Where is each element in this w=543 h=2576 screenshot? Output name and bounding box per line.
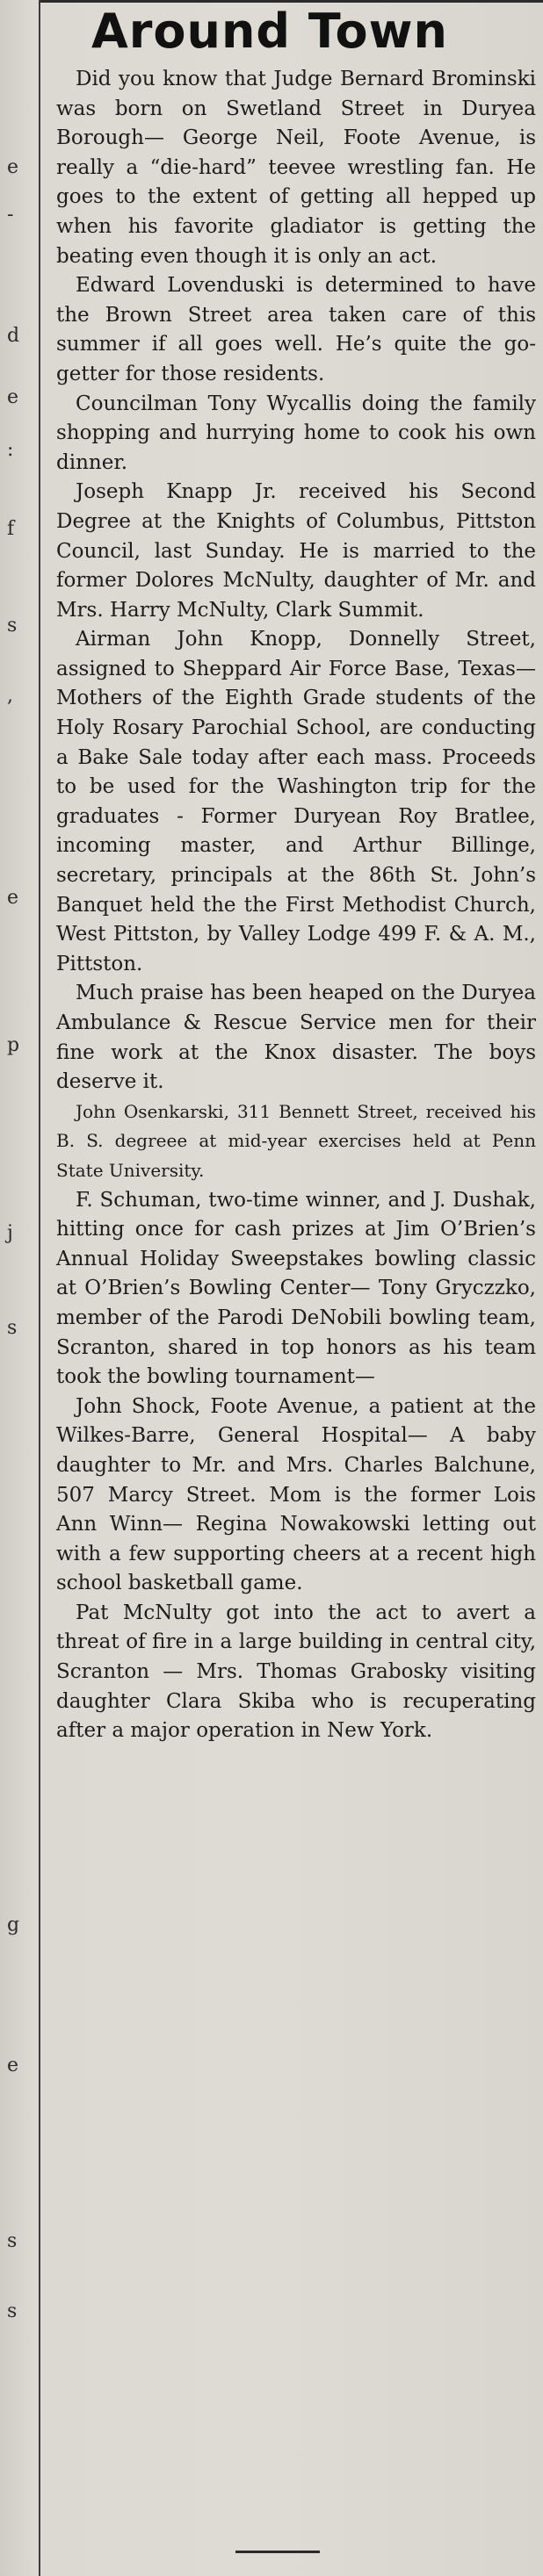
news-item-bowling: F. Schuman, two-time winner, and J. Dushak, hitting once for cash prizes at Jim O’Brien’s Annual Holiday Sweepstakes bowling classic at O’Brien’s Bowling Center— Tony Gryczzko, member of the Parodi DeNobili bowling team, Scranton, shared in top honors as his team took the bowling tournament— <box>56 1188 536 1389</box>
end-rule <box>235 2551 320 2553</box>
gutter-fragment: f <box>7 518 15 540</box>
gutter-fragment: p <box>7 1034 20 1056</box>
news-item-shock: John Shock, Foote Avenue, a patient at the Wilkes-Barre, General Hospital— A baby daughter to Mr. and Mrs. Charles Balchune, 507 Marcy Street. Mom is the former Lois Ann Winn— Regina Nowakowski letting out with a few supporting cheers at a recent high school basketball game. <box>56 1394 536 1595</box>
gutter-fragment: e <box>7 386 19 408</box>
gutter-fragment: s <box>7 615 18 637</box>
gutter-fragment: g <box>7 1914 20 1936</box>
gutter-fragment: e <box>7 887 19 909</box>
gutter-fragment: , <box>7 685 13 707</box>
news-item-knapp: Joseph Knapp Jr. received his Second Degree at the Knights of Columbus, Pittston Council, last Sunday. He is married to the former Dolores McNulty, daughter of Mr. and Mrs. Harry McNulty, Clark Summit. <box>56 480 536 622</box>
gutter-fragment: - <box>7 204 14 226</box>
adjacent-column-fragment <box>0 0 40 2576</box>
column-body <box>56 65 536 1746</box>
news-item-mcnulty: Pat McNulty got into the act to avert a threat of fire in a large building in central city, Scranton — Mrs. Thomas Grabosky visiting daughter Clara Skiba who is recuperating after a major operation in New York. <box>56 1601 536 1743</box>
top-rule <box>40 0 543 3</box>
gutter-fragment: d <box>7 325 20 347</box>
news-item-osenkarski: John Osenkarski, 311 Bennett Street, received his B. S. degreee at mid-year exercises held at Penn State University. <box>56 1100 536 1181</box>
gutter-fragment: j <box>7 1222 13 1244</box>
gutter-fragment: s <box>7 2300 18 2322</box>
gutter-fragment: e <box>7 2054 19 2076</box>
news-item-lovenduski: Edward Lovenduski is determined to have the Brown Street area taken care of this summer if all goes well. He’s quite the go-getter for those residents. <box>56 274 536 385</box>
gutter-fragment: s <box>7 2230 18 2252</box>
news-item-brominski: Did you know that Judge Bernard Brominski was born on Swetland Street in Duryea Borough— George Neil, Foote Avenue, is really a “die-hard” teevee wrestling fan. He goes to the extent of getting all hepped up when his favorite gladiator is getting the beating even though it is only an act. <box>56 68 536 268</box>
gutter-fragment: e <box>7 156 19 178</box>
gutter-fragment: : <box>7 439 14 461</box>
news-item-ambulance: Much praise has been heaped on the Duryea Ambulance & Rescue Service men for their fine work at the Knox disaster. The boys deserve it. <box>56 982 536 1094</box>
gutter-fragment: s <box>7 1317 18 1339</box>
news-item-wycallis: Councilman Tony Wycallis doing the family shopping and hurrying home to cook his own dinner. <box>56 392 536 474</box>
column-headline: Around Town <box>91 4 448 59</box>
column-rule <box>39 0 40 2576</box>
news-item-knopp: Airman John Knopp, Donnelly Street, assigned to Sheppard Air Force Base, Texas— Mothers of the Eighth Grade students of the Holy Rosary Parochial School, are conducting a Bake Sale today after each mass. Proceeds to be used for the Washington trip for the graduates - Former Duryean Roy Bratlee, incoming master, and Arthur Billinge, secretary, principals at the 86th St. John’s Banquet held the the First Methodist Church, West Pittston, by Valley Lodge 499 F. & A. M., Pittston. <box>56 628 536 975</box>
